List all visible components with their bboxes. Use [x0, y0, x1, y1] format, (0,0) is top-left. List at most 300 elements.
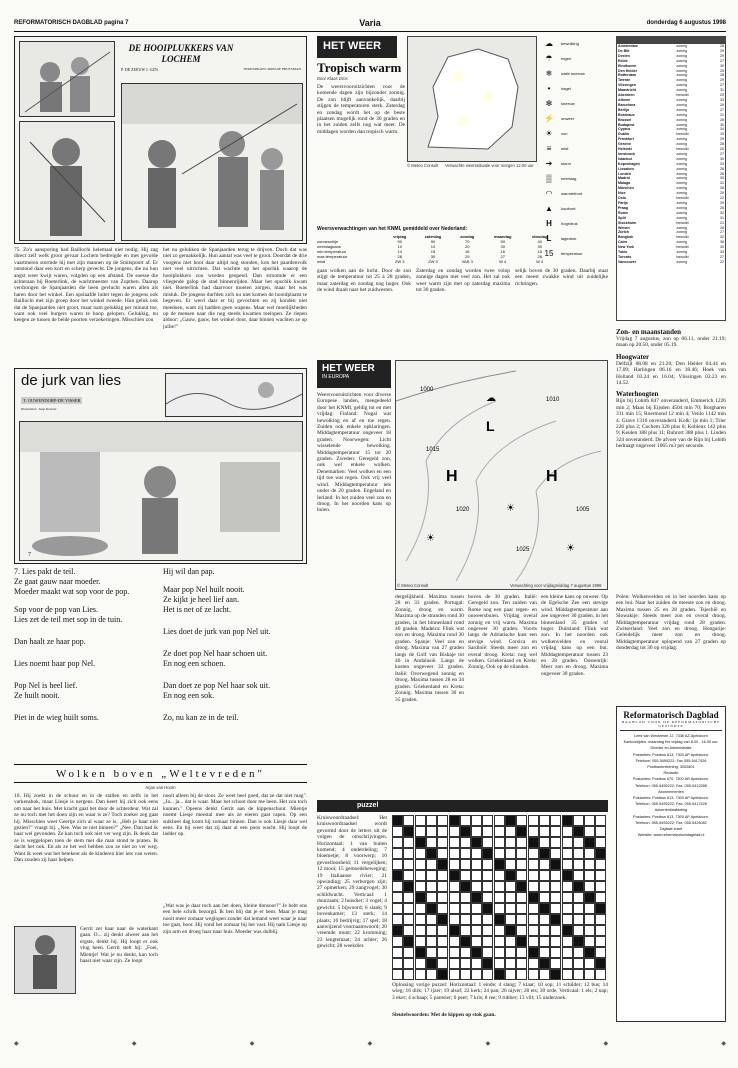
crossword-cell[interactable]: [539, 958, 550, 969]
crossword-cell[interactable]: [460, 870, 471, 881]
crossword-cell[interactable]: [482, 947, 493, 958]
crossword-cell[interactable]: [550, 826, 561, 837]
crossword-cell[interactable]: [584, 914, 595, 925]
crossword-cell[interactable]: [426, 947, 437, 958]
crossword-cell[interactable]: [403, 958, 414, 969]
crossword-cell[interactable]: [595, 936, 606, 947]
crossword-cell[interactable]: [528, 969, 539, 980]
crossword-cell[interactable]: [550, 969, 561, 980]
rd-line: Advertentieafdeling: [654, 808, 688, 813]
crossword-cell[interactable]: [516, 881, 527, 892]
crossword-cell[interactable]: [516, 859, 527, 870]
crossword-cell[interactable]: [595, 870, 606, 881]
crossword-cell[interactable]: [482, 914, 493, 925]
crossword-cell[interactable]: [460, 936, 471, 947]
crossword-cell[interactable]: [392, 925, 403, 936]
crossword-cell[interactable]: [482, 958, 493, 969]
crossword-cell[interactable]: [460, 815, 471, 826]
crossword-cell[interactable]: [392, 914, 403, 925]
crossword-cell[interactable]: [482, 815, 493, 826]
crossword-cell[interactable]: [482, 903, 493, 914]
crossword-cell[interactable]: [449, 881, 460, 892]
crossword-cell[interactable]: [562, 859, 573, 870]
crossword-cell[interactable]: [460, 914, 471, 925]
crossword-cell[interactable]: [392, 881, 403, 892]
crossword-cell[interactable]: [494, 947, 505, 958]
crossword-cell[interactable]: [562, 936, 573, 947]
crossword-cell[interactable]: [539, 914, 550, 925]
crossword-cell[interactable]: [595, 826, 606, 837]
crossword-cell[interactable]: [471, 837, 482, 848]
crossword-cell[interactable]: [426, 870, 437, 881]
crossword-cell[interactable]: [471, 848, 482, 859]
crossword-cell[interactable]: [449, 837, 460, 848]
comic-title: DE HOOIPLUKKERS VAN LOCHEM: [128, 43, 234, 64]
crossword-cell[interactable]: [516, 826, 527, 837]
crossword-cell[interactable]: [426, 859, 437, 870]
crossword-cell[interactable]: [494, 826, 505, 837]
crossword-cell[interactable]: [584, 969, 595, 980]
crossword-cell[interactable]: [595, 892, 606, 903]
crossword-cell[interactable]: [562, 826, 573, 837]
crossword-cell[interactable]: [562, 958, 573, 969]
crossword-cell[interactable]: [573, 903, 584, 914]
crossword-cell[interactable]: [573, 925, 584, 936]
crossword-cell[interactable]: [528, 925, 539, 936]
crossword-cell[interactable]: [494, 837, 505, 848]
crossword-cell[interactable]: [471, 969, 482, 980]
crossword-cell[interactable]: [482, 936, 493, 947]
crossword-cell[interactable]: [550, 859, 561, 870]
crossword-cell[interactable]: [415, 969, 426, 980]
crossword-cell[interactable]: [426, 969, 437, 980]
crossword-cell[interactable]: [494, 969, 505, 980]
crossword-cell[interactable]: [528, 958, 539, 969]
crossword-cell[interactable]: [516, 969, 527, 980]
crossword-cell[interactable]: [415, 892, 426, 903]
crossword-cell[interactable]: [595, 859, 606, 870]
crossword-cell[interactable]: [460, 903, 471, 914]
crossword-cell[interactable]: [573, 870, 584, 881]
crossword-cell[interactable]: [482, 892, 493, 903]
crossword-cell[interactable]: [471, 914, 482, 925]
crossword-cell[interactable]: [573, 859, 584, 870]
crossword-cell[interactable]: [562, 870, 573, 881]
crossword-cell[interactable]: [437, 914, 448, 925]
crossword-cell[interactable]: [539, 947, 550, 958]
crossword-cell[interactable]: [471, 903, 482, 914]
crossword-cell[interactable]: [449, 936, 460, 947]
crossword-cell[interactable]: [528, 903, 539, 914]
crossword-cell[interactable]: [573, 892, 584, 903]
crossword-cell[interactable]: [449, 859, 460, 870]
crossword-cell[interactable]: [494, 859, 505, 870]
city-name: De Bilt: [618, 48, 630, 53]
crossword-cell[interactable]: [403, 826, 414, 837]
crossword-cell[interactable]: [516, 914, 527, 925]
crossword-grid[interactable]: [392, 815, 608, 980]
crossword-cell[interactable]: [595, 815, 606, 826]
crossword-cell[interactable]: [550, 837, 561, 848]
crossword-cell[interactable]: [415, 870, 426, 881]
crossword-cell[interactable]: [584, 815, 595, 826]
crossword-cell[interactable]: [528, 837, 539, 848]
crossword-cell[interactable]: [516, 958, 527, 969]
crossword-cell[interactable]: [516, 837, 527, 848]
crossword-cell[interactable]: [403, 925, 414, 936]
crossword-cell[interactable]: [528, 848, 539, 859]
crossword-cell[interactable]: [437, 936, 448, 947]
crossword-cell[interactable]: [539, 870, 550, 881]
crossword-cell[interactable]: [528, 892, 539, 903]
crossword-cell[interactable]: [460, 947, 471, 958]
crossword-cell[interactable]: [426, 914, 437, 925]
crossword-cell[interactable]: [403, 914, 414, 925]
knmi-cell: 20: [465, 244, 470, 249]
crossword-cell[interactable]: [562, 969, 573, 980]
crossword-cell[interactable]: [460, 826, 471, 837]
crossword-cell[interactable]: [584, 936, 595, 947]
crossword-cell[interactable]: [505, 914, 516, 925]
crossword-cell[interactable]: [471, 892, 482, 903]
crossword-cell[interactable]: [528, 881, 539, 892]
crossword-cell[interactable]: [426, 903, 437, 914]
crossword-cell[interactable]: [471, 947, 482, 958]
crossword-cell[interactable]: [415, 881, 426, 892]
crossword-cell[interactable]: [471, 958, 482, 969]
crossword-cell[interactable]: [516, 815, 527, 826]
crossword-cell[interactable]: [437, 969, 448, 980]
crossword-cell[interactable]: [449, 815, 460, 826]
crossword-cell[interactable]: [415, 925, 426, 936]
crossword-cell[interactable]: [403, 881, 414, 892]
crossword-cell[interactable]: [505, 826, 516, 837]
crossword-cell[interactable]: [494, 881, 505, 892]
poem-line: En nog een sok.: [163, 691, 215, 700]
crossword-cell[interactable]: [573, 914, 584, 925]
crossword-cell[interactable]: [516, 925, 527, 936]
crossword-cell[interactable]: [584, 837, 595, 848]
crossword-cell[interactable]: [505, 903, 516, 914]
crossword-cell[interactable]: [392, 969, 403, 980]
crossword-cell[interactable]: [392, 859, 403, 870]
crossword-cell[interactable]: [573, 826, 584, 837]
crossword-cell[interactable]: [460, 837, 471, 848]
crossword-cell[interactable]: [550, 848, 561, 859]
crossword-cell[interactable]: [460, 925, 471, 936]
crossword-cell[interactable]: [562, 815, 573, 826]
crossword-cell[interactable]: [562, 914, 573, 925]
crossword-cell[interactable]: [437, 947, 448, 958]
crossword-cell[interactable]: [550, 936, 561, 947]
crossword-cell[interactable]: [516, 947, 527, 958]
crossword-cell[interactable]: [539, 848, 550, 859]
crossword-cell[interactable]: [482, 881, 493, 892]
crossword-cell[interactable]: [584, 826, 595, 837]
crossword-cell[interactable]: [437, 881, 448, 892]
crossword-cell[interactable]: [505, 892, 516, 903]
crossword-cell[interactable]: [426, 936, 437, 947]
crossword-cell[interactable]: [437, 848, 448, 859]
knmi-table: [317, 234, 557, 264]
crossword-cell[interactable]: [426, 892, 437, 903]
crossword-cell[interactable]: [550, 925, 561, 936]
crossword-cell[interactable]: [516, 903, 527, 914]
city-temp: 26: [720, 205, 724, 210]
crossword-cell[interactable]: [449, 947, 460, 958]
crossword-cell[interactable]: [595, 881, 606, 892]
crossword-cell[interactable]: [539, 815, 550, 826]
crossword-cell[interactable]: [505, 947, 516, 958]
crossword-cell[interactable]: [539, 881, 550, 892]
crossword-cell[interactable]: [460, 848, 471, 859]
crossword-cell[interactable]: [415, 826, 426, 837]
crossword-cell[interactable]: [528, 936, 539, 947]
crossword-cell[interactable]: [460, 859, 471, 870]
crossword-cell[interactable]: [528, 947, 539, 958]
crossword-cell[interactable]: [539, 837, 550, 848]
crossword-cell[interactable]: [595, 914, 606, 925]
crossword-cell[interactable]: [471, 870, 482, 881]
crossword-cell[interactable]: [415, 958, 426, 969]
crossword-cell[interactable]: [415, 903, 426, 914]
crossword-cell[interactable]: [482, 870, 493, 881]
crossword-cell[interactable]: [426, 837, 437, 848]
crossword-cell[interactable]: [449, 826, 460, 837]
story-illustration: [14, 926, 76, 994]
crossword-cell[interactable]: [482, 969, 493, 980]
crossword-cell[interactable]: [539, 936, 550, 947]
crossword-cell[interactable]: [449, 870, 460, 881]
crossword-cell[interactable]: [539, 826, 550, 837]
crossword-cell[interactable]: [573, 958, 584, 969]
crossword-cell[interactable]: [562, 848, 573, 859]
crossword-cell[interactable]: [584, 892, 595, 903]
crossword-cell[interactable]: [505, 870, 516, 881]
crossword-cell[interactable]: [505, 925, 516, 936]
crossword-cell[interactable]: [516, 870, 527, 881]
crossword-cell[interactable]: [528, 826, 539, 837]
crossword-cell[interactable]: [539, 859, 550, 870]
crossword-cell[interactable]: [449, 925, 460, 936]
crossword-cell[interactable]: [584, 947, 595, 958]
crossword-cell[interactable]: [584, 958, 595, 969]
crossword-cell[interactable]: [437, 837, 448, 848]
crossword-cell[interactable]: [562, 892, 573, 903]
crossword-cell[interactable]: [403, 903, 414, 914]
crossword-cell[interactable]: [550, 914, 561, 925]
crossword-cell[interactable]: [482, 848, 493, 859]
crossword-cell[interactable]: [539, 925, 550, 936]
crossword-cell[interactable]: [482, 925, 493, 936]
crossword-cell[interactable]: [550, 892, 561, 903]
crossword-cell[interactable]: [415, 848, 426, 859]
crossword-cell[interactable]: [403, 936, 414, 947]
crossword-cell[interactable]: [426, 881, 437, 892]
crossword-cell[interactable]: [516, 892, 527, 903]
crossword-cell[interactable]: [573, 848, 584, 859]
crossword-cell[interactable]: [449, 958, 460, 969]
crossword-cell[interactable]: [573, 936, 584, 947]
crossword-cell[interactable]: [415, 859, 426, 870]
crossword-cell[interactable]: [595, 969, 606, 980]
crossword-cell[interactable]: [437, 859, 448, 870]
crossword-cell[interactable]: [494, 870, 505, 881]
crossword-cell[interactable]: [482, 859, 493, 870]
crossword-cell[interactable]: [539, 892, 550, 903]
crossword-cell[interactable]: [494, 936, 505, 947]
crossword-cell[interactable]: [550, 881, 561, 892]
crossword-cell[interactable]: [449, 892, 460, 903]
crossword-cell[interactable]: [505, 958, 516, 969]
crossword-cell[interactable]: [426, 958, 437, 969]
crossword-cell[interactable]: [550, 947, 561, 958]
crossword-cell[interactable]: [539, 969, 550, 980]
crossword-cell[interactable]: [415, 837, 426, 848]
crossword-cell[interactable]: [471, 936, 482, 947]
crossword-cell[interactable]: [595, 958, 606, 969]
crossword-cell[interactable]: [595, 947, 606, 958]
crossword-cell[interactable]: [403, 969, 414, 980]
crossword-cell[interactable]: [426, 848, 437, 859]
crossword-cell[interactable]: [562, 925, 573, 936]
crossword-cell[interactable]: [392, 837, 403, 848]
crossword-cell[interactable]: [471, 925, 482, 936]
crossword-cell[interactable]: [460, 892, 471, 903]
crossword-cell[interactable]: [573, 947, 584, 958]
crossword-cell[interactable]: [392, 848, 403, 859]
crossword-cell[interactable]: [437, 903, 448, 914]
crossword-cell[interactable]: [584, 870, 595, 881]
crossword-cell[interactable]: [460, 881, 471, 892]
crossword-cell[interactable]: [437, 815, 448, 826]
crossword-cell[interactable]: [595, 837, 606, 848]
crossword-cell[interactable]: [426, 815, 437, 826]
crossword-cell[interactable]: [550, 903, 561, 914]
crossword-cell[interactable]: [584, 859, 595, 870]
crossword-cell[interactable]: [460, 958, 471, 969]
crossword-cell[interactable]: [584, 903, 595, 914]
crossword-cell[interactable]: [562, 947, 573, 958]
crossword-cell[interactable]: [505, 815, 516, 826]
crossword-cell[interactable]: [573, 815, 584, 826]
crossword-cell[interactable]: [494, 815, 505, 826]
crossword-cell[interactable]: [494, 903, 505, 914]
crossword-cell[interactable]: [471, 815, 482, 826]
crossword-cell[interactable]: [516, 936, 527, 947]
crossword-cell[interactable]: [403, 815, 414, 826]
crossword-cell[interactable]: [562, 881, 573, 892]
crossword-cell[interactable]: [573, 837, 584, 848]
crossword-cell[interactable]: [392, 958, 403, 969]
crossword-cell[interactable]: [415, 815, 426, 826]
crossword-cell[interactable]: [505, 837, 516, 848]
crossword-cell[interactable]: [449, 969, 460, 980]
crossword-cell[interactable]: [449, 914, 460, 925]
crossword-cell[interactable]: [494, 925, 505, 936]
jurk-title-block: [21, 372, 161, 411]
crossword-cell[interactable]: [528, 870, 539, 881]
crossword-cell[interactable]: [516, 848, 527, 859]
crossword-cell[interactable]: [403, 859, 414, 870]
crossword-cell[interactable]: [426, 826, 437, 837]
crossword-cell[interactable]: [449, 848, 460, 859]
crossword-cell[interactable]: [584, 925, 595, 936]
crossword-cell[interactable]: [494, 892, 505, 903]
crossword-cell[interactable]: [437, 870, 448, 881]
crossword-cell[interactable]: [403, 848, 414, 859]
crossword-cell[interactable]: [505, 969, 516, 980]
crossword-cell[interactable]: [437, 958, 448, 969]
crossword-cell[interactable]: [460, 969, 471, 980]
crossword-cell[interactable]: [392, 826, 403, 837]
comic-panel-1: [19, 41, 115, 117]
crossword-cell[interactable]: [471, 881, 482, 892]
crossword-cell[interactable]: [550, 870, 561, 881]
crossword-cell[interactable]: [403, 947, 414, 958]
weather-col5: selijk boven de 30 graden. Daarbij staat een meest zwakke wind uit zuidelijke richtingen.: [515, 268, 608, 287]
crossword-cell[interactable]: [471, 826, 482, 837]
crossword-cell[interactable]: [392, 936, 403, 947]
crossword-cell[interactable]: [528, 914, 539, 925]
crossword-cell[interactable]: [392, 892, 403, 903]
crossword-cell[interactable]: [403, 892, 414, 903]
crossword-cell[interactable]: [505, 859, 516, 870]
crossword-cell[interactable]: [392, 947, 403, 958]
crossword-cell[interactable]: [449, 903, 460, 914]
crossword-cell[interactable]: [482, 826, 493, 837]
crossword-cell[interactable]: [437, 925, 448, 936]
crossword-cell[interactable]: [550, 815, 561, 826]
crossword-cell[interactable]: [494, 958, 505, 969]
crossword-cell[interactable]: [415, 947, 426, 958]
crossword-cell[interactable]: [562, 903, 573, 914]
crossword-cell[interactable]: [550, 958, 561, 969]
crossword-cell[interactable]: [505, 848, 516, 859]
crossword-cell[interactable]: [392, 870, 403, 881]
crossword-cell[interactable]: [595, 925, 606, 936]
crossword-cell[interactable]: [415, 914, 426, 925]
puzzle-footer: Sleutelwoorden: Met de kippen op stok gaan.: [392, 1012, 496, 1018]
crossword-cell[interactable]: [392, 903, 403, 914]
crossword-cell[interactable]: [505, 936, 516, 947]
crossword-cell[interactable]: [562, 837, 573, 848]
crossword-cell[interactable]: [482, 837, 493, 848]
crossword-cell[interactable]: [528, 815, 539, 826]
crossword-cell[interactable]: [437, 826, 448, 837]
crossword-cell[interactable]: [437, 892, 448, 903]
crossword-cell[interactable]: [403, 837, 414, 848]
crossword-cell[interactable]: [403, 870, 414, 881]
crossword-cell[interactable]: [528, 859, 539, 870]
crossword-cell[interactable]: [584, 848, 595, 859]
crossword-cell[interactable]: [584, 881, 595, 892]
city-temp: 29: [720, 201, 724, 205]
crossword-cell[interactable]: [573, 969, 584, 980]
crossword-cell[interactable]: [494, 848, 505, 859]
crossword-cell[interactable]: [392, 815, 403, 826]
crossword-cell[interactable]: [595, 848, 606, 859]
crossword-cell[interactable]: [415, 936, 426, 947]
crossword-cell[interactable]: [494, 914, 505, 925]
crossword-cell[interactable]: [539, 903, 550, 914]
crossword-cell[interactable]: [595, 903, 606, 914]
crossword-cell[interactable]: [573, 881, 584, 892]
crossword-cell[interactable]: [426, 925, 437, 936]
crossword-cell[interactable]: [505, 881, 516, 892]
crossword-cell[interactable]: [471, 859, 482, 870]
poem-line: Hij wil dan pap.: [163, 567, 215, 576]
